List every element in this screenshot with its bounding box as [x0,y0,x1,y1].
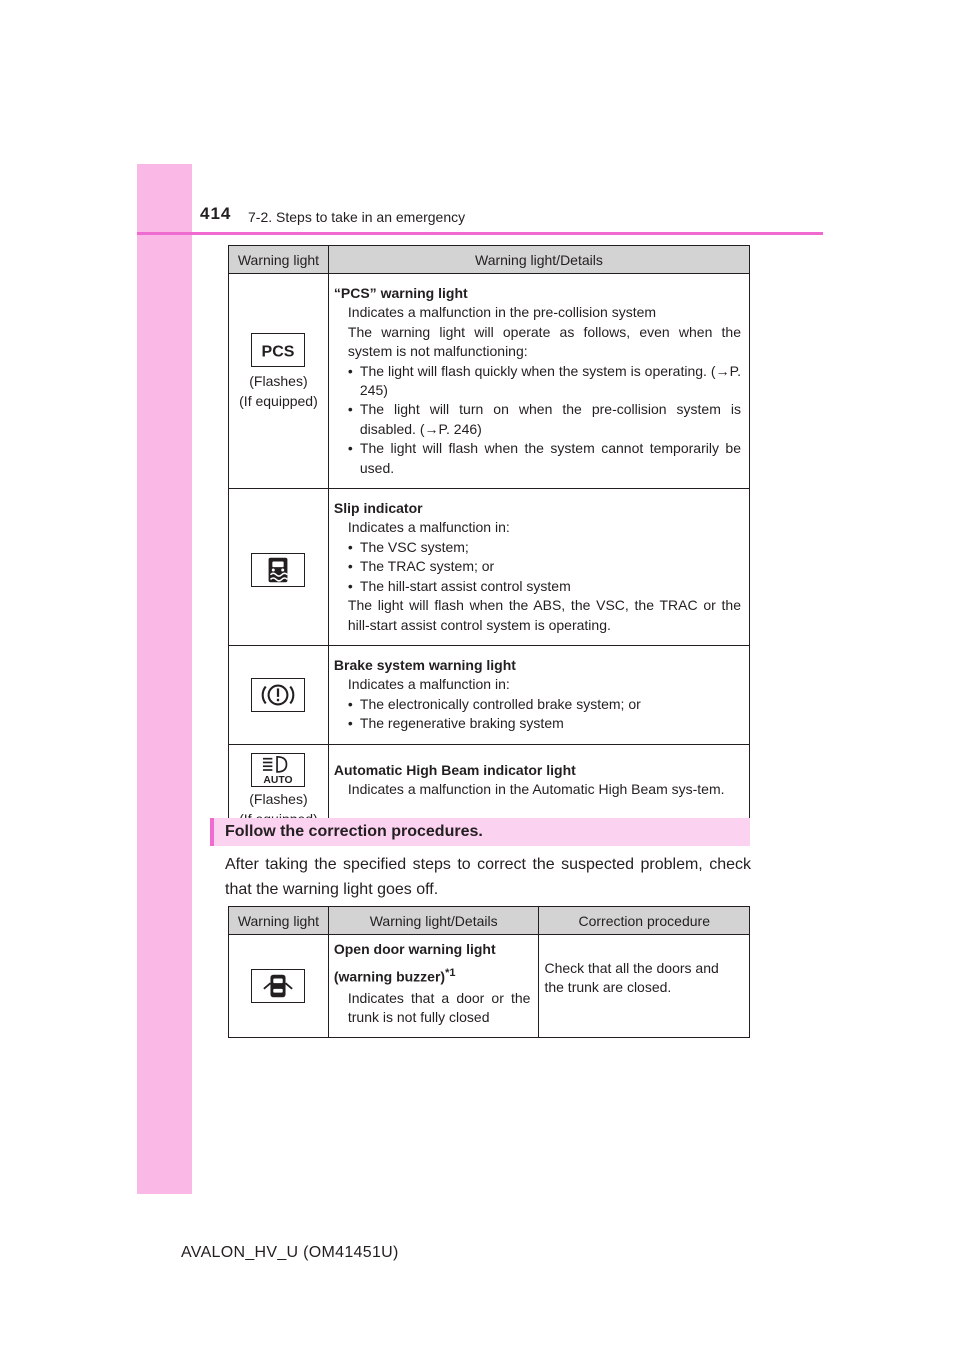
procedure-intro: After taking the specified steps to correct the suspected problem, check that the warning light goes off. [225,856,751,898]
table-row [229,645,750,744]
table-header-row [229,246,750,274]
light-intro: The warning light will operate as follows, even when the system is not malfunctioning: [347,323,741,360]
details-cell [328,274,749,489]
details-cell [328,935,539,1038]
light-title: Open door warning light (warning buzzer)$^{*1}$ [333,941,496,985]
correction-cell: Check that all the doors and the trunk are closed. [539,935,750,1038]
icon-cell [229,274,329,489]
list-item: • The hill-start assist control system [348,577,741,596]
list-item: • The light will flash when the system cannot temporarily be used. [348,439,741,478]
list-item: • The light will turn on when the pre-collision system is disabled. (→P. 246) [348,400,741,439]
icon-cell [229,935,329,1038]
bullet-list [334,695,741,734]
flashes-note: (Flashes) [249,790,308,807]
bullet-list [334,538,741,596]
warning-light-table [228,245,750,838]
column-header: Warning light [229,246,329,274]
light-description: Indicates a malfunction in: [347,519,510,536]
light-description: Indicates a malfunction in the Automatic High Beam sys-tem. [347,780,725,797]
table-row [229,274,750,489]
light-title: Automatic High Beam indicator light [333,761,576,778]
brake-system-warning-icon [251,678,305,712]
table-header-row [229,907,750,935]
details-cell [328,645,749,744]
header-rule [137,232,823,235]
svg-text:AUTO: AUTO [263,774,293,786]
svg-text:PCS: PCS [261,343,295,361]
light-description: Indicates a malfunction in the pre-collision system [347,304,657,321]
footnote-mark: *1 [445,967,456,979]
procedure-heading: Follow the correction procedures. [210,818,750,846]
bullet-list [334,362,741,478]
icon-cell [229,645,329,744]
list-item: • The TRAC system; or [348,557,741,576]
light-description: Indicates a malfunction in: [347,676,510,693]
table-row [229,489,750,646]
flashes-note: (Flashes) [249,373,308,390]
light-title: “PCS” warning light [333,285,468,301]
light-title: Slip indicator [333,500,423,517]
column-header: Correction procedure [539,907,750,935]
pcs-warning-icon [251,333,305,367]
column-header: Warning light [229,907,329,935]
column-header: Warning light/Details [328,907,539,935]
slip-indicator-icon [251,553,305,587]
equipped-note: (If equipped) [239,393,318,410]
light-tail: The light will flash when the ABS, the VSC, the TRAC or the hill-start assist control system is operating. [347,597,741,633]
section-title: 7-2. Steps to take in an emergency [248,209,466,225]
auto-high-beam-icon [251,753,305,787]
column-header: Warning light/Details [328,246,749,274]
correction-table [228,906,750,1038]
open-door-warning-icon [251,969,305,1003]
page-number: 414 [200,204,232,223]
list-item: • The regenerative braking system [348,714,741,733]
details-cell [328,489,749,646]
list-item: • The light will flash quickly when the system is operating. (→P. 245) [348,362,741,401]
side-tab-bar [137,164,192,1194]
table-row [229,935,750,1038]
light-description: Indicates that a door or the trunk is not fully closed [347,989,531,1026]
icon-cell [229,489,329,646]
list-item: • The VSC system; [348,538,741,557]
light-title: Brake system warning light [333,656,516,673]
footer-model-code: AVALON_HV_U (OM41451U) [181,1244,399,1261]
list-item: • The electronically controlled brake system; or [348,695,741,714]
